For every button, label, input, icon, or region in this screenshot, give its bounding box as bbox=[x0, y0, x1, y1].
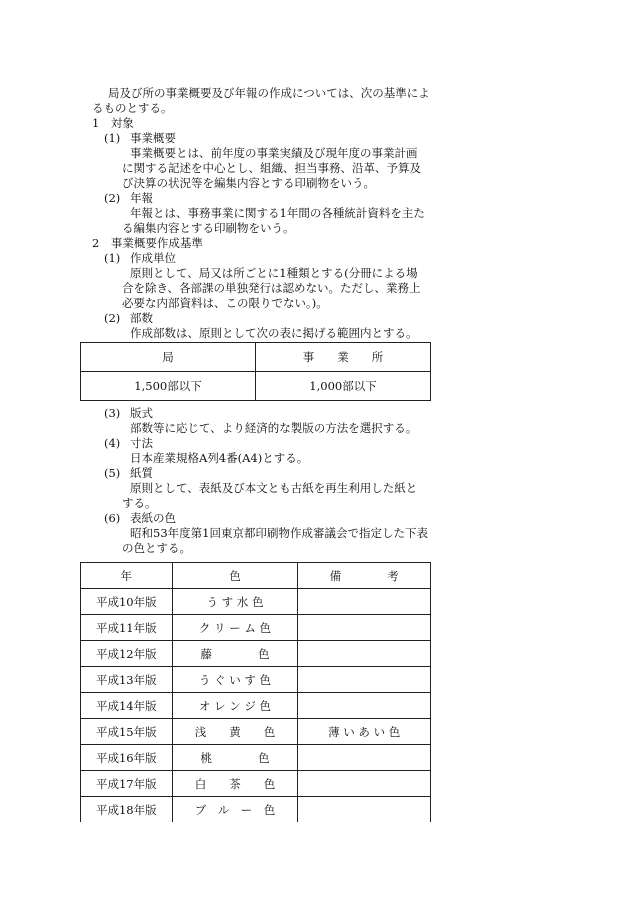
item-number: (6) bbox=[104, 511, 121, 525]
item-2-2-body-1: 作成部数は、原則として次の表に掲げる範囲内とする。 bbox=[130, 326, 418, 340]
item-2-1-body-3: 必要な内部資料は、この限りでない。)。 bbox=[122, 296, 328, 310]
table-cell bbox=[298, 667, 431, 693]
table-cell: 平成13年版 bbox=[81, 667, 173, 693]
item-2-3-body-1: 部数等に応じて、より経済的な製版の方法を選択する。 bbox=[130, 421, 418, 435]
table-row bbox=[81, 372, 431, 401]
table-cell bbox=[298, 693, 431, 719]
table-cell: 藤 色 bbox=[172, 641, 298, 667]
item-title: 事業概要 bbox=[130, 131, 176, 145]
table-header-cell: 色 bbox=[172, 563, 298, 589]
item-2-1-heading bbox=[104, 251, 176, 266]
table-cell bbox=[298, 589, 431, 615]
item-number: (1) bbox=[104, 251, 121, 265]
table-cell bbox=[298, 745, 431, 771]
table-cell bbox=[298, 641, 431, 667]
item-number: (1) bbox=[104, 131, 121, 145]
table-cell: 薄 い あ い 色 bbox=[298, 719, 431, 745]
table-cell: オ レ ン ジ 色 bbox=[172, 693, 298, 719]
table-header-cell: 年 bbox=[81, 563, 173, 589]
table-cell: 平成16年版 bbox=[81, 745, 173, 771]
table-header-cell: 局 bbox=[81, 343, 256, 372]
table-row bbox=[81, 641, 431, 667]
item-2-1-body-2: 合を除き、各部課の単独発行は認めない。ただし、業務上 bbox=[122, 281, 421, 295]
table-cell: 平成10年版 bbox=[81, 589, 173, 615]
table-cell: 平成17年版 bbox=[81, 771, 173, 797]
item-1-1-heading bbox=[104, 131, 176, 146]
table-cell bbox=[298, 771, 431, 797]
table-cell: 平成18年版 bbox=[81, 797, 173, 823]
table-cell: 浅 黄 色 bbox=[172, 719, 298, 745]
table-cell bbox=[298, 797, 431, 823]
item-title: 紙質 bbox=[130, 466, 153, 480]
item-2-6-body-1: 昭和53年度第1回東京都印刷物作成審議会で指定した下表 bbox=[130, 526, 428, 540]
item-number: (3) bbox=[104, 406, 121, 420]
table-cell: 平成11年版 bbox=[81, 615, 173, 641]
cover-color-table bbox=[80, 562, 431, 822]
item-number: (2) bbox=[104, 311, 121, 325]
table-cell: 平成15年版 bbox=[81, 719, 173, 745]
table-row bbox=[81, 615, 431, 641]
item-2-5-body-1: 原則として、表紙及び本文とも古紙を再生利用した紙と bbox=[130, 481, 418, 495]
item-2-5-body-2: する。 bbox=[122, 496, 157, 510]
intro-line-2: るものとする。 bbox=[92, 101, 173, 115]
table-cell: 桃 色 bbox=[172, 745, 298, 771]
table-cell: 平成12年版 bbox=[81, 641, 173, 667]
item-2-4-body-1: 日本産業規格A列4番(A4)とする。 bbox=[130, 451, 309, 465]
item-title: 表紙の色 bbox=[130, 511, 176, 525]
item-title: 版式 bbox=[130, 406, 153, 420]
table-cell: 白 茶 色 bbox=[172, 771, 298, 797]
table-row bbox=[81, 797, 431, 823]
table-row bbox=[81, 719, 431, 745]
table-cell: う す 水 色 bbox=[172, 589, 298, 615]
section-2-title: 2 事業概要作成基準 bbox=[92, 236, 203, 250]
item-2-2-heading bbox=[104, 311, 153, 326]
item-2-6-body-2: の色とする。 bbox=[122, 541, 191, 555]
item-number: (4) bbox=[104, 436, 121, 450]
intro-line-1: 局及び所の事業概要及び年報の作成については、次の基準によ bbox=[108, 86, 430, 100]
item-1-2-body-1: 年報とは、事務事業に関する1年間の各種統計資料を主た bbox=[130, 206, 425, 220]
table-row bbox=[81, 667, 431, 693]
table-cell: 平成14年版 bbox=[81, 693, 173, 719]
table-cell bbox=[298, 615, 431, 641]
table-cell: ク リ ー ム 色 bbox=[172, 615, 298, 641]
table-header-cell: 備 考 bbox=[298, 563, 431, 589]
item-2-5-heading bbox=[104, 466, 153, 481]
table-header-cell: 事 業 所 bbox=[256, 343, 431, 372]
item-title: 寸法 bbox=[130, 436, 153, 450]
item-2-6-heading bbox=[104, 511, 176, 526]
table-row bbox=[81, 745, 431, 771]
table-row bbox=[81, 771, 431, 797]
item-title: 部数 bbox=[130, 311, 153, 325]
section-1-title: 1 対象 bbox=[92, 116, 134, 130]
item-1-1-body-1: 事業概要とは、前年度の事業実績及び現年度の事業計画 bbox=[130, 146, 418, 160]
table-cell: 1,500部以下 bbox=[81, 372, 256, 401]
item-1-2-heading bbox=[104, 191, 153, 206]
item-2-3-heading bbox=[104, 406, 153, 421]
item-2-4-heading bbox=[104, 436, 153, 451]
item-1-1-body-2: に関する記述を中心とし、組織、担当事務、沿革、予算及 bbox=[122, 161, 421, 175]
item-number: (2) bbox=[104, 191, 121, 205]
table-header-row bbox=[81, 343, 431, 372]
table-cell: 1,000部以下 bbox=[256, 372, 431, 401]
item-1-2-body-2: る編集内容とする印刷物をいう。 bbox=[122, 221, 295, 235]
item-title: 年報 bbox=[130, 191, 153, 205]
item-number: (5) bbox=[104, 466, 121, 480]
table-row bbox=[81, 589, 431, 615]
table-cell: う ぐ い す 色 bbox=[172, 667, 298, 693]
item-title: 作成単位 bbox=[130, 251, 176, 265]
copies-table bbox=[80, 342, 431, 401]
item-2-1-body-1: 原則として、局又は所ごとに1種類とする(分冊による場 bbox=[130, 266, 418, 280]
item-1-1-body-3: び決算の状況等を編集内容とする印刷物をいう。 bbox=[122, 176, 375, 190]
table-header-row bbox=[81, 563, 431, 589]
table-row bbox=[81, 693, 431, 719]
table-cell: ブ ル ー 色 bbox=[172, 797, 298, 823]
